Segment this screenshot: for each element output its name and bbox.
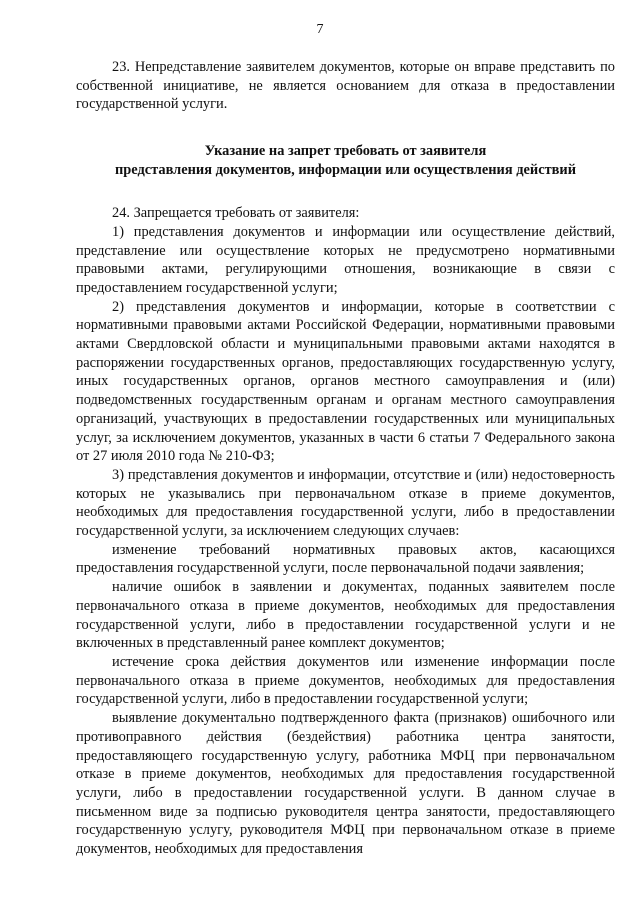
paragraph-case-3: истечение срока действия документов или изменение информации после первоначального отказа в приеме документов, необходимых для предоставления государственной услуги, либо в предоставлении государственной услуги; bbox=[76, 653, 615, 708]
paragraph-item-24-intro: 24. Запрещается требовать от заявителя: bbox=[112, 205, 360, 222]
paragraph-case-2: наличие ошибок в заявлении и документах, поданных заявителем после первоначального отказа в приеме документов, необходимых для предоставления государственной услуги, либо в предоставлении государственной услуги и не включенных в представленный ранее комплект документов; bbox=[76, 579, 615, 652]
paragraph-case-4: выявление документально подтвержденного факта (признаков) ошибочного или противоправного действия (бездействия) работника центра занятости, предоставляющего государственную услугу, работника МФЦ при первоначальном отказе в приеме документов, необходимых для предоставления государственной услуги, либо в предоставлении государственной услуги. В данном случае в письменном виде за подписью руководителя центра занятости, предоставляющего государственную услугу, руководителя МФЦ при первоначальном отказе в приеме документов, необходимых для предоставления bbox=[76, 710, 615, 858]
paragraph-item-24-sub-3: 3) представления документов и информации, отсутствие и (или) недостоверность которых не указывались при первоначальном отказе в приеме документов, необходимых для предоставления государственной услуги, либо в предоставлении государственной услуги, за исключением следующих случаев: bbox=[76, 466, 615, 540]
section-heading-line-1: Указание на запрет требовать от заявителя bbox=[204, 143, 487, 160]
document-body bbox=[76, 58, 615, 859]
paragraph-item-24-sub-2: 2) представления документов и информации, которые в соответствии с нормативными правовыми актами Российской Федерации, нормативными правовыми актами Свердловской области и муниципальными правовыми актами находятся в распоряжении государственных органов, предоставляющих государственную услугу, иных государственных органов, органов местного самоуправления и (или) подведомственных государственным органам и органам местного самоуправления организаций, участвующих в предоставлении государственных или муниципальных услуг, за исключением документов, указанных в части 6 статьи 7 Федерального закона от 27 июля 2010 года № 210-ФЗ; bbox=[76, 298, 615, 465]
section-heading bbox=[76, 142, 615, 180]
section-heading-line-2: представления документов, информации или осуществления действий bbox=[114, 162, 577, 179]
paragraph-case-1: изменение требований нормативных правовых актов, касающихся предоставления государственной услуги, после первоначальной подачи заявления; bbox=[76, 541, 615, 577]
paragraph-item-23: 23. Непредставление заявителем документов, которые он вправе представить по собственной инициативе, не является основанием для отказа в предоставлении государственной услуги. bbox=[76, 59, 615, 113]
page-number: 7 bbox=[316, 22, 324, 37]
paragraph-item-24-sub-1: 1) представления документов и информации или осуществление действий, представление или осуществление которых не предусмотрено нормативными правовыми актами, регулирующими отношения, возникающие в связи с предоставлением государственной услуги; bbox=[76, 223, 615, 296]
